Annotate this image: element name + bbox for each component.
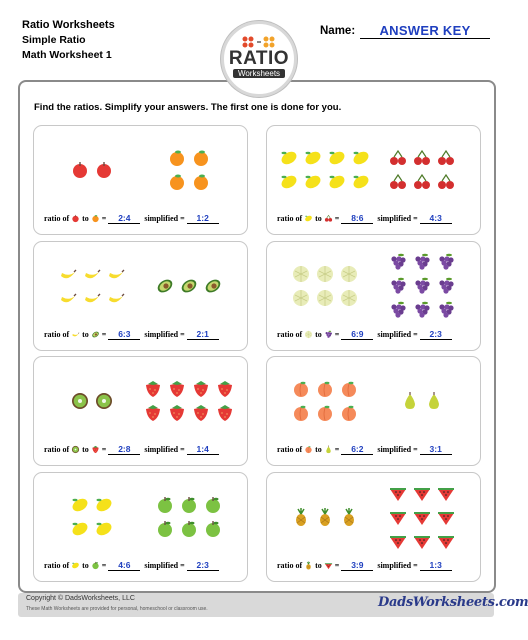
banana-icon bbox=[82, 264, 102, 289]
ratio-answer: 3:9 bbox=[341, 560, 373, 571]
equals-label: = bbox=[332, 445, 342, 454]
melon-mini-icon bbox=[304, 330, 313, 339]
to-label: to bbox=[80, 445, 91, 454]
pear-icon bbox=[400, 391, 420, 416]
melon-icon bbox=[315, 288, 335, 313]
watermelon-mini-icon bbox=[324, 561, 333, 570]
grape-icon bbox=[436, 300, 456, 325]
ratio-of-label: ratio of bbox=[277, 561, 305, 570]
banana-icon bbox=[106, 264, 126, 289]
worksheet-title: Ratio Worksheets bbox=[22, 19, 115, 31]
simplified-label: simplified = bbox=[373, 330, 420, 339]
ratio-answer-line bbox=[44, 444, 219, 455]
pear-icon bbox=[424, 391, 444, 416]
strawberry-icon bbox=[215, 379, 235, 404]
orange-mini-icon bbox=[91, 214, 100, 223]
ratio-answer-line bbox=[277, 213, 452, 224]
to-label: to bbox=[313, 561, 324, 570]
to-label: to bbox=[313, 214, 324, 223]
pineapple-icon bbox=[315, 507, 335, 532]
simplified-answer: 2:1 bbox=[187, 329, 219, 340]
simplified-answer: 1:2 bbox=[187, 213, 219, 224]
ratio-problem-card bbox=[266, 241, 481, 351]
equals-label: = bbox=[99, 561, 109, 570]
fruit-dots-icon bbox=[224, 35, 294, 49]
ratio-answer: 2:8 bbox=[108, 444, 140, 455]
melon-icon bbox=[291, 288, 311, 313]
green-apple-icon bbox=[155, 519, 175, 544]
simplified-label: simplified = bbox=[140, 445, 187, 454]
cherry-icon bbox=[388, 148, 408, 173]
grape-icon bbox=[388, 252, 408, 277]
simplified-label: simplified = bbox=[140, 561, 187, 570]
brand-logo: DadsWorksheets.com bbox=[378, 595, 528, 610]
lemon-icon bbox=[279, 172, 299, 197]
banana-mini-icon bbox=[71, 330, 80, 339]
ratio-of-label: ratio of bbox=[44, 330, 72, 339]
simplified-label: simplified = bbox=[373, 214, 420, 223]
ratio-answer-line bbox=[277, 444, 452, 455]
equals-label: = bbox=[99, 445, 109, 454]
ratio-answer: 2:4 bbox=[108, 213, 140, 224]
melon-icon bbox=[339, 288, 359, 313]
lemon-icon bbox=[303, 172, 323, 197]
grape-icon bbox=[388, 300, 408, 325]
grape-icon bbox=[388, 276, 408, 301]
equals-label: = bbox=[332, 330, 342, 339]
avocado-icon bbox=[179, 276, 199, 301]
lemon-mini-icon bbox=[304, 214, 313, 223]
lemon-mini-icon bbox=[71, 561, 80, 570]
green-apple-icon bbox=[179, 495, 199, 520]
equals-label: = bbox=[99, 330, 109, 339]
banana-icon bbox=[58, 264, 78, 289]
ratio-of-label: ratio of bbox=[277, 445, 305, 454]
grape-icon bbox=[412, 300, 432, 325]
ratio-of-label: ratio of bbox=[44, 214, 72, 223]
strawberry-icon bbox=[215, 403, 235, 428]
watermelon-icon bbox=[436, 507, 456, 532]
lemon-icon bbox=[303, 148, 323, 173]
avocado-icon bbox=[203, 276, 223, 301]
ratio-answer-line bbox=[44, 213, 219, 224]
peach-icon bbox=[315, 403, 335, 428]
equals-label: = bbox=[332, 214, 342, 223]
lemon-icon bbox=[70, 495, 90, 520]
watermelon-icon bbox=[412, 483, 432, 508]
strawberry-icon bbox=[191, 379, 211, 404]
header-text bbox=[22, 18, 115, 63]
cherry-icon bbox=[436, 172, 456, 197]
to-label: to bbox=[80, 214, 91, 223]
watermelon-icon bbox=[436, 531, 456, 556]
lemon-icon bbox=[327, 148, 347, 173]
green-apple-icon bbox=[203, 519, 223, 544]
ratio-of-label: ratio of bbox=[44, 561, 72, 570]
name-label: Name: bbox=[320, 25, 356, 37]
apple-icon bbox=[70, 160, 90, 185]
simplified-label: simplified = bbox=[373, 561, 420, 570]
banana-icon bbox=[58, 288, 78, 313]
cherry-icon bbox=[412, 172, 432, 197]
cherry-mini-icon bbox=[324, 214, 333, 223]
strawberry-icon bbox=[167, 403, 187, 428]
pineapple-icon bbox=[291, 507, 311, 532]
ratio-of-label: ratio of bbox=[277, 330, 305, 339]
peach-icon bbox=[339, 403, 359, 428]
peach-icon bbox=[291, 403, 311, 428]
green-apple-icon bbox=[179, 519, 199, 544]
pineapple-mini-icon bbox=[304, 561, 313, 570]
cherry-icon bbox=[436, 148, 456, 173]
simplified-answer: 4:3 bbox=[420, 213, 452, 224]
simplified-answer: 1:3 bbox=[420, 560, 452, 571]
green-apple-mini-icon bbox=[91, 561, 100, 570]
simplified-label: simplified = bbox=[140, 330, 187, 339]
ratio-logo bbox=[221, 21, 297, 97]
to-label: to bbox=[80, 561, 91, 570]
ratio-problem-card bbox=[33, 241, 248, 351]
green-apple-icon bbox=[155, 495, 175, 520]
simplified-label: simplified = bbox=[373, 445, 420, 454]
ratio-problem-card bbox=[266, 125, 481, 235]
ratio-answer-line bbox=[277, 329, 452, 340]
melon-icon bbox=[291, 264, 311, 289]
watermelon-icon bbox=[388, 531, 408, 556]
lemon-icon bbox=[94, 519, 114, 544]
strawberry-mini-icon bbox=[91, 445, 100, 454]
watermelon-icon bbox=[388, 483, 408, 508]
watermelon-icon bbox=[436, 483, 456, 508]
orange-icon bbox=[167, 148, 187, 173]
usage-note: These Math Worksheets are provided for personal, homeschool or classroom use. bbox=[26, 606, 208, 612]
ratio-answer: 6:3 bbox=[108, 329, 140, 340]
to-label: to bbox=[80, 330, 91, 339]
peach-icon bbox=[291, 379, 311, 404]
peach-icon bbox=[339, 379, 359, 404]
watermelon-icon bbox=[388, 507, 408, 532]
watermelon-icon bbox=[412, 507, 432, 532]
watermelon-icon bbox=[412, 531, 432, 556]
banana-icon bbox=[82, 288, 102, 313]
pineapple-icon bbox=[339, 507, 359, 532]
copyright: Copyright © DadsWorksheets, LLC bbox=[26, 595, 135, 602]
to-label: to bbox=[313, 445, 324, 454]
peach-mini-icon bbox=[304, 445, 313, 454]
simplified-answer: 2:3 bbox=[420, 329, 452, 340]
strawberry-icon bbox=[167, 379, 187, 404]
to-label: to bbox=[313, 330, 324, 339]
simplified-label: simplified = bbox=[140, 214, 187, 223]
ratio-answer: 4:6 bbox=[108, 560, 140, 571]
cherry-icon bbox=[412, 148, 432, 173]
ratio-answer-line bbox=[44, 329, 219, 340]
ratio-problem-card bbox=[266, 472, 481, 582]
orange-icon bbox=[167, 172, 187, 197]
ratio-problem-card bbox=[33, 472, 248, 582]
avocado-mini-icon bbox=[91, 330, 100, 339]
answer-key: ANSWER KEY bbox=[360, 23, 490, 39]
equals-label: = bbox=[99, 214, 109, 223]
ratio-answer-line bbox=[44, 560, 219, 571]
ratio-problem-card bbox=[33, 125, 248, 235]
grape-icon bbox=[412, 252, 432, 277]
kiwi-icon bbox=[94, 391, 114, 416]
instructions: Find the ratios. Simplify your answers. The first one is done for you. bbox=[34, 102, 342, 113]
ratio-answer: 6:2 bbox=[341, 444, 373, 455]
lemon-icon bbox=[70, 519, 90, 544]
ratio-problem-card bbox=[266, 356, 481, 466]
kiwi-icon bbox=[70, 391, 90, 416]
logo-sub: Worksheets bbox=[233, 69, 285, 78]
name-field bbox=[320, 23, 471, 38]
melon-icon bbox=[339, 264, 359, 289]
apple-mini-icon bbox=[71, 214, 80, 223]
banana-icon bbox=[106, 288, 126, 313]
logo-word: RATIO bbox=[228, 48, 290, 69]
simplified-answer: 3:1 bbox=[420, 444, 452, 455]
strawberry-icon bbox=[191, 403, 211, 428]
grape-icon bbox=[436, 276, 456, 301]
lemon-icon bbox=[279, 148, 299, 173]
melon-icon bbox=[315, 264, 335, 289]
ratio-problem-card bbox=[33, 356, 248, 466]
grape-icon bbox=[412, 276, 432, 301]
avocado-icon bbox=[155, 276, 175, 301]
green-apple-icon bbox=[203, 495, 223, 520]
worksheet-number: Math Worksheet 1 bbox=[22, 49, 112, 61]
lemon-icon bbox=[94, 495, 114, 520]
orange-icon bbox=[191, 172, 211, 197]
cherry-icon bbox=[388, 172, 408, 197]
worksheet-subtitle: Simple Ratio bbox=[22, 34, 86, 46]
pear-mini-icon bbox=[324, 445, 333, 454]
strawberry-icon bbox=[143, 379, 163, 404]
kiwi-mini-icon bbox=[71, 445, 80, 454]
ratio-answer: 8:6 bbox=[341, 213, 373, 224]
strawberry-icon bbox=[143, 403, 163, 428]
ratio-answer: 6:9 bbox=[341, 329, 373, 340]
simplified-answer: 2:3 bbox=[187, 560, 219, 571]
lemon-icon bbox=[351, 148, 371, 173]
ratio-of-label: ratio of bbox=[277, 214, 305, 223]
grape-icon bbox=[436, 252, 456, 277]
apple-icon bbox=[94, 160, 114, 185]
ratio-of-label: ratio of bbox=[44, 445, 72, 454]
equals-label: = bbox=[332, 561, 342, 570]
lemon-icon bbox=[351, 172, 371, 197]
orange-icon bbox=[191, 148, 211, 173]
simplified-answer: 1:4 bbox=[187, 444, 219, 455]
lemon-icon bbox=[327, 172, 347, 197]
ratio-answer-line bbox=[277, 560, 452, 571]
grape-mini-icon bbox=[324, 330, 333, 339]
peach-icon bbox=[315, 379, 335, 404]
